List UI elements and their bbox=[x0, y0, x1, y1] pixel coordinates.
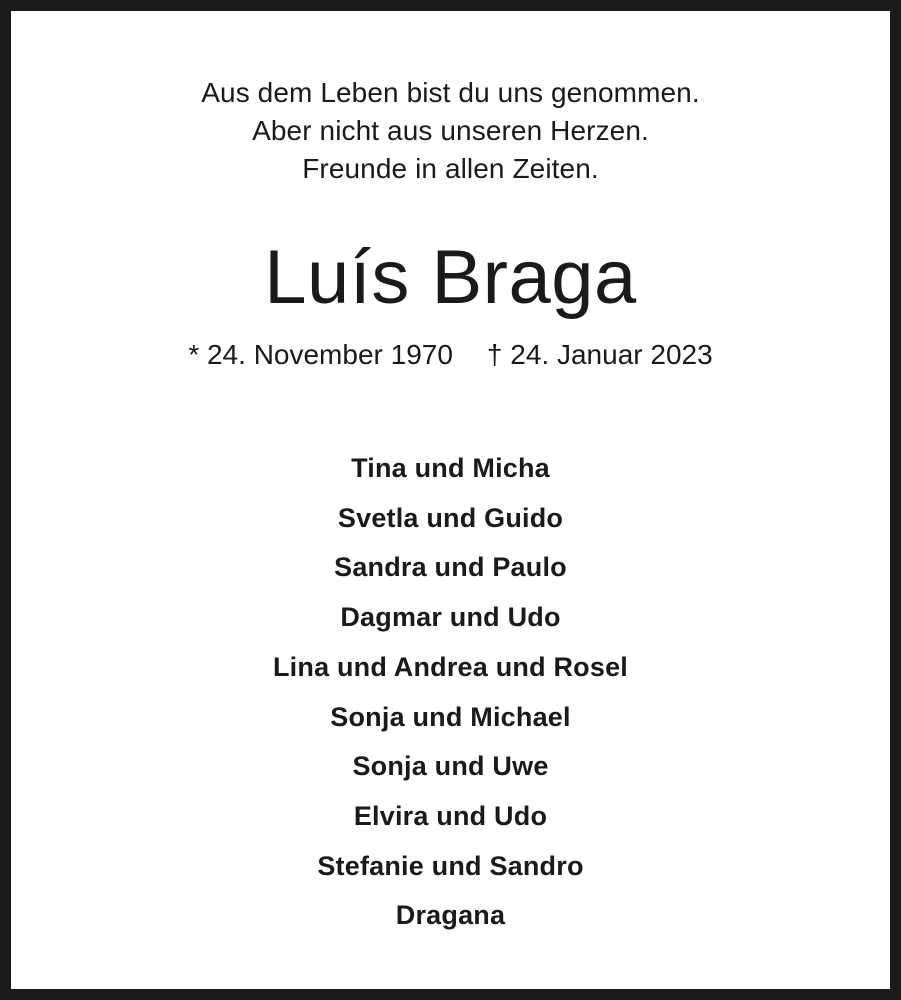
mourner-entry: Lina und Andrea und Rosel bbox=[272, 651, 628, 682]
verse-line: Freunde in allen Zeiten. bbox=[302, 153, 599, 184]
mourner-entry: Dagmar und Udo bbox=[340, 602, 561, 633]
verse-line: Aber nicht aus unseren Herzen. bbox=[252, 115, 649, 146]
deceased-name: Luís Braga bbox=[264, 235, 637, 320]
mourner-entry: Tina und Micha bbox=[351, 453, 550, 483]
birth-date: * 24. November 1970 bbox=[188, 339, 453, 370]
mourner-entry: Stefanie und Sandro bbox=[317, 850, 584, 881]
mourner-entry: Svetla und Guido bbox=[337, 502, 564, 533]
mourner-entry: Sonja und Michael bbox=[330, 701, 571, 732]
memorial-verse bbox=[0, 74, 901, 188]
mourner-entry: Elvira und Udo bbox=[353, 800, 548, 831]
mourner-entry: Dragana bbox=[395, 900, 506, 931]
mourners-list bbox=[0, 444, 901, 941]
life-dates bbox=[0, 335, 901, 375]
mourner-entry: Sandra und Paulo bbox=[334, 552, 567, 583]
mourner-entry: Sonja und Uwe bbox=[352, 751, 549, 782]
verse-line: Aus dem Leben bist du uns genommen. bbox=[201, 77, 700, 108]
death-date: † 24. Januar 2023 bbox=[486, 339, 713, 370]
